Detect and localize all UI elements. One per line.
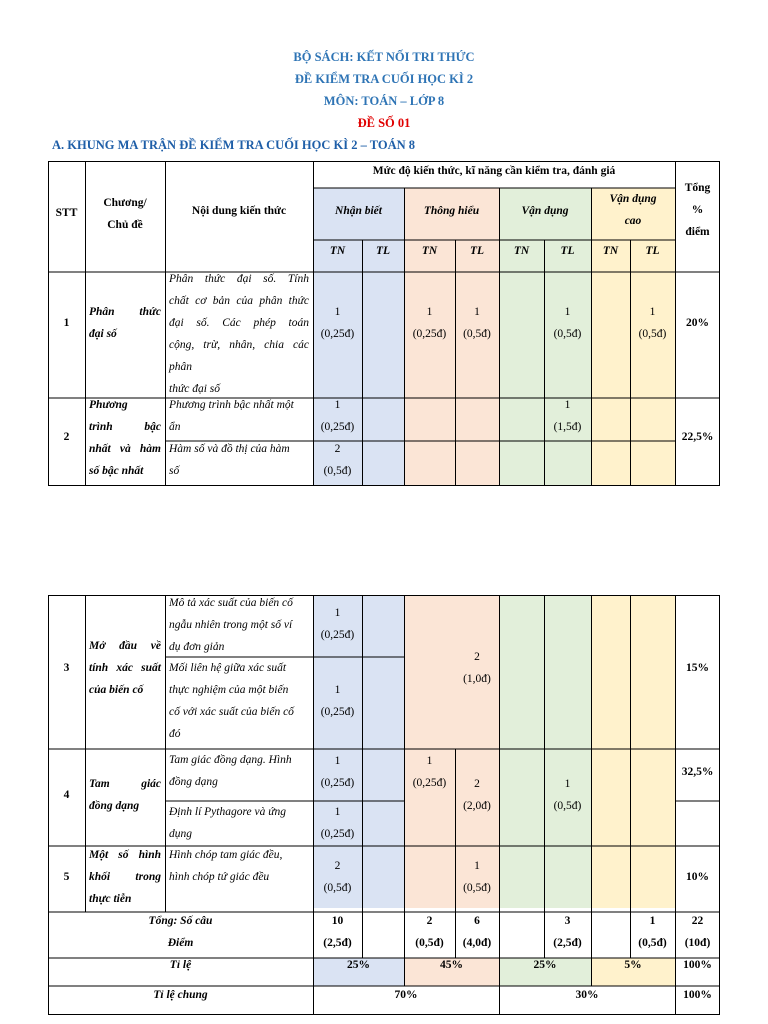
row-chapter: đồng dạng	[89, 800, 140, 812]
row-stt: 1	[63, 317, 70, 329]
row-content: cộng, trừ, nhân, chia các	[169, 339, 309, 351]
ratio-value: 25%	[533, 959, 557, 971]
row-content: thực nghiệm của một biến	[169, 684, 289, 696]
row-content: Mối liên hệ giữa xác suất	[169, 662, 287, 674]
cell-points: (0,5đ)	[638, 328, 667, 340]
totals-count: 2	[426, 915, 433, 927]
row-chapter: thực tiễn	[89, 893, 132, 905]
row-content: Phương trình bậc nhất một	[169, 399, 294, 411]
row-chapter: tính xác suất	[89, 662, 161, 674]
row-content: chất cơ bản của phân thức	[169, 295, 309, 307]
cell-count: 1	[334, 306, 341, 318]
cell-count: 1	[426, 306, 433, 318]
cell-count: 1	[334, 755, 341, 767]
row-content: Hình chóp tam giác đều,	[169, 849, 283, 861]
cell-points: (2,0đ)	[463, 800, 491, 812]
cell-count: 1	[564, 399, 571, 411]
row-content: Mô tả xác suất của biến cố	[169, 597, 293, 609]
book-series-title: BỘ SÁCH: KẾT NỐI TRI THỨC	[293, 50, 475, 64]
cell-count: 2	[474, 651, 480, 663]
totals-points: (2,5đ)	[553, 937, 582, 949]
cell-count: 1	[334, 806, 341, 818]
ratio-general-value: 30%	[575, 989, 599, 1001]
cell-count: 2	[334, 443, 341, 455]
header-van-dung-cao: cao	[624, 215, 642, 227]
header-total: %	[691, 204, 704, 216]
totals-count: 3	[564, 915, 571, 927]
row-content: đồng dạng	[169, 776, 218, 788]
row-chapter: Phân thức	[89, 306, 161, 318]
cell-count: 1	[334, 399, 341, 411]
exam-number: ĐỀ SỐ 01	[357, 116, 411, 130]
cell-points: (0,25đ)	[320, 706, 355, 718]
header-chapter: Chủ đề	[107, 219, 143, 231]
cell-count: 1	[334, 607, 341, 619]
row-content: dụng	[169, 828, 192, 840]
cell-points: (0,25đ)	[412, 777, 447, 789]
row-content: ẩn	[169, 421, 181, 433]
row-total: 32,5%	[681, 766, 714, 778]
cell-points: (0,5đ)	[323, 465, 352, 477]
ratio-label: Tỉ lệ	[169, 959, 192, 971]
cell-points: (0,5đ)	[553, 328, 582, 340]
cell-points: (1,5đ)	[553, 421, 582, 433]
header-tn: TN	[421, 245, 438, 257]
cell-points: (0,25đ)	[320, 828, 355, 840]
row-content: đó	[169, 728, 181, 740]
cell-points: (1,0đ)	[463, 673, 491, 685]
totals-label: Tổng: Số câu	[148, 915, 213, 927]
cell-points: (0,25đ)	[320, 328, 355, 340]
header-thong-hieu: Thông hiểu	[423, 205, 480, 217]
row-content: số	[169, 465, 180, 477]
totals-points: (10đ)	[684, 937, 711, 949]
row-chapter: Tam giác	[89, 778, 161, 790]
header-van-dung: Vận dụng	[521, 205, 569, 217]
ratio-value: 5%	[624, 959, 642, 971]
section-title: A. KHUNG MA TRẬN ĐỀ KIỂM TRA CUỐI HỌC KÌ 2 – TOÁN 8	[52, 138, 416, 152]
row-content: Định lí Pythagore và ứng	[169, 806, 286, 818]
header-van-dung-cao: Vận dụng	[609, 193, 657, 205]
header-tl: TL	[375, 245, 391, 257]
row-total: 10%	[686, 871, 709, 883]
cell-points: (0,25đ)	[412, 328, 447, 340]
header-total: Tổng	[684, 182, 711, 194]
cell-count: 2	[474, 778, 480, 790]
row-chapter: đại số	[89, 328, 117, 340]
totals-count: 10	[331, 915, 344, 927]
row-total: 22,5%	[681, 431, 714, 443]
ratio-value: 25%	[347, 959, 370, 971]
header-content: Nội dung kiến thức	[191, 205, 287, 217]
row-stt: 2	[63, 431, 70, 443]
exam-title: ĐỀ KIỂM TRA CUỐI HỌC KÌ 2	[294, 72, 474, 86]
totals-count: 6	[474, 915, 480, 927]
header-tl: TL	[469, 245, 485, 257]
row-chapter: Một số hình	[89, 849, 161, 861]
row-content: hình chóp tứ giác đều	[169, 871, 270, 883]
ratio-general-value: 70%	[394, 989, 418, 1001]
header-tl: TL	[645, 245, 660, 257]
row-stt: 3	[63, 662, 70, 674]
cell-count: 1	[564, 306, 571, 318]
cell-count: 1	[426, 755, 433, 767]
row-content: phân	[169, 361, 192, 373]
row-stt: 4	[63, 789, 70, 801]
ratio-value: 45%	[440, 959, 463, 971]
ratio-general-total: 100%	[683, 989, 712, 1001]
row-chapter: khối trong	[89, 871, 161, 883]
cell-points: (0,5đ)	[323, 882, 352, 894]
cell-count: 1	[474, 860, 480, 872]
subject-title: MÔN: TOÁN – LỚP 8	[323, 94, 445, 108]
totals-points: (2,5đ)	[323, 937, 352, 949]
header-tl: TL	[560, 245, 575, 257]
header-tn: TN	[329, 245, 346, 257]
row-chapter: số bậc nhất	[89, 465, 144, 477]
cell-count: 1	[334, 684, 341, 696]
totals-label: Điểm	[167, 937, 194, 949]
cell-count: 1	[649, 306, 656, 318]
row-content: Tam giác đồng dạng. Hình	[169, 754, 292, 766]
cell-count: 2	[334, 860, 341, 872]
header-stt: STT	[55, 207, 78, 219]
row-content: Phân thức đại số. Tính	[169, 273, 309, 285]
cell-points: (0,25đ)	[320, 421, 355, 433]
row-chapter: Phương	[89, 399, 128, 411]
ratio-general-label: Tỉ lệ chung	[153, 989, 208, 1001]
row-chapter: trình bậc	[89, 421, 161, 433]
row-stt: 5	[63, 871, 70, 883]
cell-points: (0,25đ)	[320, 629, 355, 641]
cell-points: (0,5đ)	[463, 328, 491, 340]
cell-count: 1	[474, 306, 480, 318]
header-total: điểm	[685, 226, 710, 238]
row-total: 15%	[686, 662, 709, 674]
totals-points: (0,5đ)	[415, 937, 444, 949]
header-nhan-biet: Nhận biết	[335, 205, 382, 217]
row-content: thức đại số	[169, 383, 220, 395]
row-content: cố với xác suất của biến cố	[169, 706, 294, 718]
row-chapter: nhất và hàm	[89, 443, 161, 455]
row-content: ngẫu nhiên trong một số ví	[169, 619, 293, 631]
totals-count: 22	[691, 915, 704, 927]
totals-points: (0,5đ)	[638, 937, 667, 949]
cell-points: (0,25đ)	[320, 777, 355, 789]
header-chapter: Chương/	[103, 197, 147, 209]
header-tn: TN	[602, 245, 619, 257]
row-content: dụ đơn giản	[169, 641, 225, 653]
row-content: Hàm số và đồ thị của hàm	[169, 443, 290, 455]
cell-count: 1	[564, 778, 571, 790]
header-levels: Mức độ kiến thức, kĩ năng cần kiểm tra, đánh giá	[372, 165, 616, 177]
cell-points: (0,5đ)	[553, 800, 582, 812]
totals-count: 1	[649, 915, 656, 927]
totals-points: (4,0đ)	[462, 937, 492, 949]
cell-points: (0,5đ)	[463, 882, 491, 894]
header-tn: TN	[513, 245, 530, 257]
row-chapter: của biến cố	[89, 684, 144, 696]
row-content: đại số. Các phép toán	[169, 317, 309, 329]
row-total: 20%	[686, 317, 709, 329]
row-chapter: Mở đầu về	[89, 640, 161, 652]
ratio-total: 100%	[683, 959, 712, 971]
